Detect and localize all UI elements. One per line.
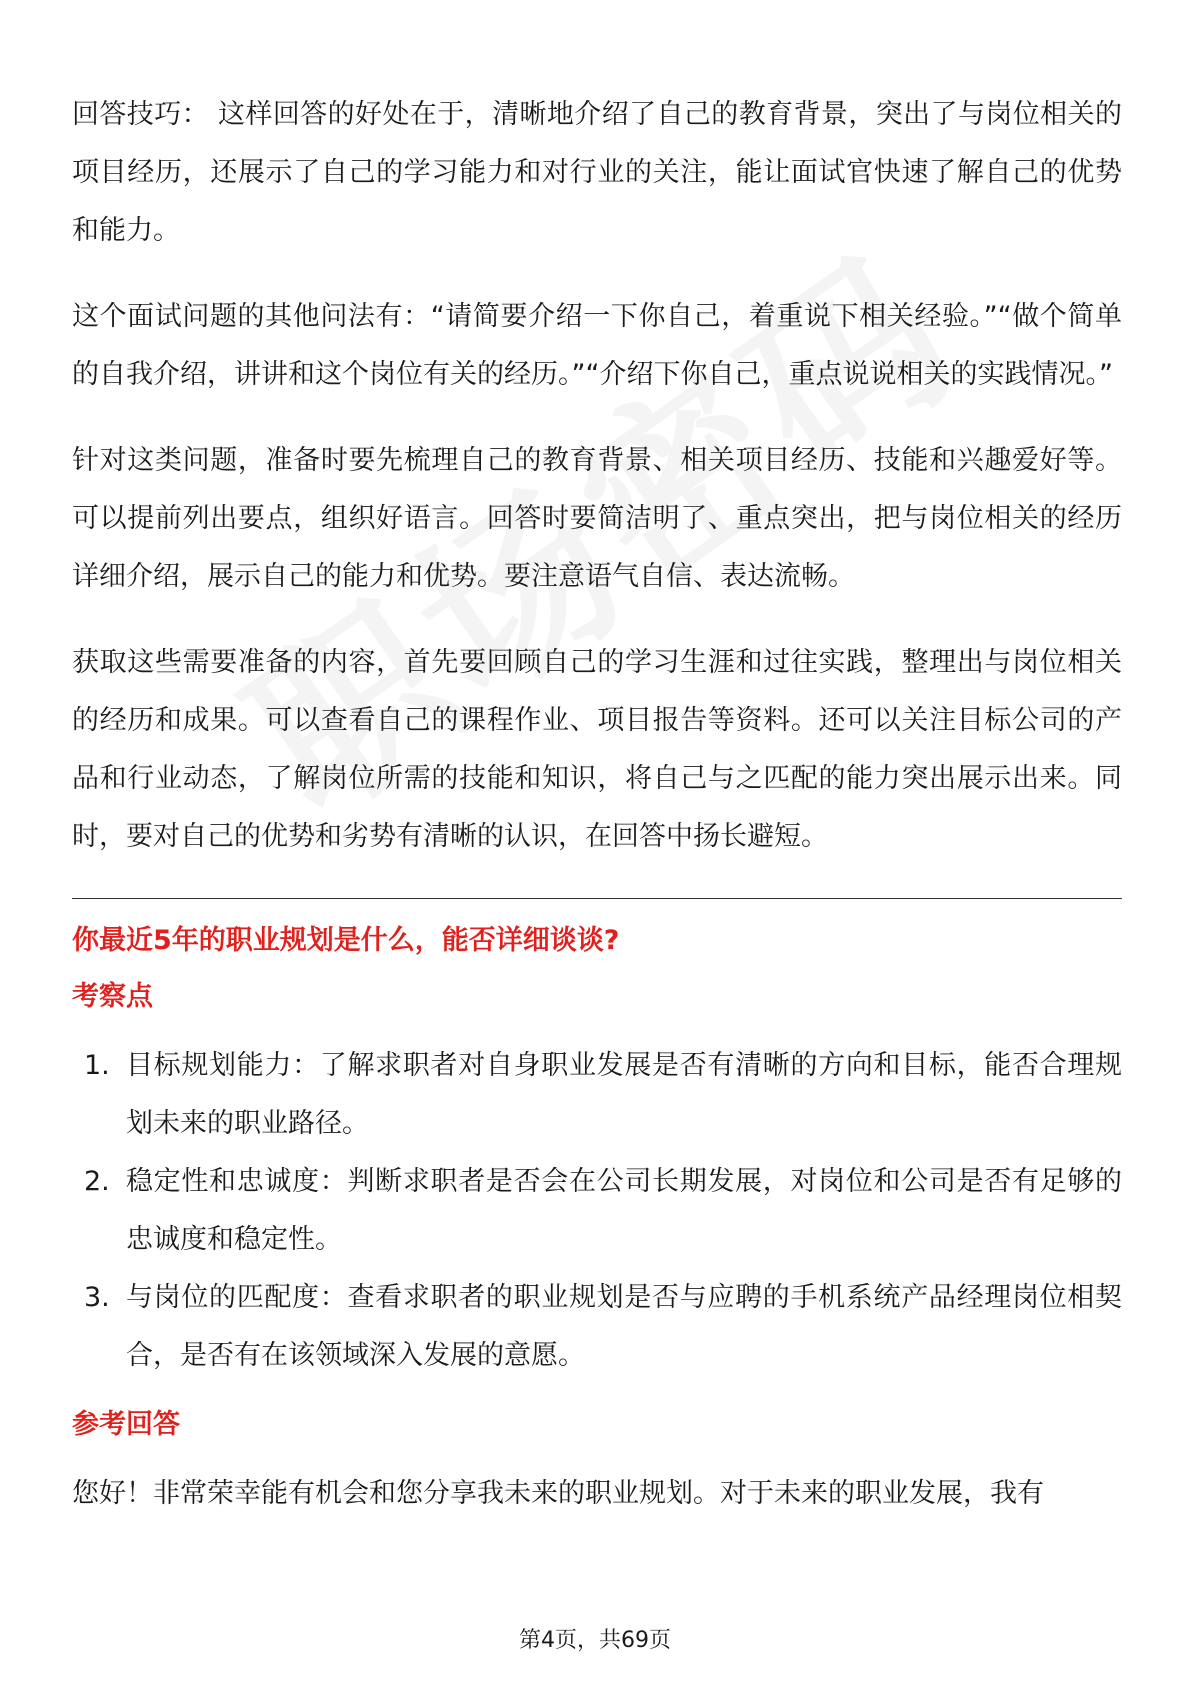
answer-heading: 参考回答: [72, 1409, 180, 1440]
paragraph-answer-tips: 回答技巧： 这样回答的好处在于，清晰地介绍了自己的教育背景，突出了与岗位相关的项目经历，还展示了自己的学习能力和对行业的关注，能让面试官快速了解自己的优势和能力。: [72, 99, 1122, 246]
points-list: [72, 1037, 1122, 1385]
paragraph-gathering-content: 获取这些需要准备的内容，首先要回顾自己的学习生涯和过往实践，整理出与岗位相关的经历和成果。可以查看自己的课程作业、项目报告等资料。还可以关注目标公司的产品和行业动态，了解岗位所需的技能和知识，将自己与之匹配的能力突出展示出来。同时，要对自己的优势和劣势有清晰的认识，在回答中扬长避短。: [72, 647, 1122, 852]
list-item: [72, 1269, 1122, 1385]
points-heading: 考察点: [72, 981, 153, 1012]
list-item: [72, 1037, 1122, 1153]
list-item-text: 目标规划能力：了解求职者对自身职业发展是否有清晰的方向和目标，能否合理规划未来的职业路径。: [126, 1050, 1122, 1139]
section-divider: [72, 898, 1122, 899]
list-number: 1.: [84, 1050, 110, 1081]
list-number: 3.: [84, 1282, 110, 1313]
paragraph-preparation: 针对这类问题，准备时要先梳理自己的教育背景、相关项目经历、技能和兴趣爱好等。可以提前列出要点，组织好语言。回答时要简洁明了、重点突出，把与岗位相关的经历详细介绍，展示自己的能力和优势。要注意语气自信、表达流畅。: [72, 445, 1122, 592]
answer-text: 您好！非常荣幸能有机会和您分享我未来的职业规划。对于未来的职业发展，我有: [72, 1478, 1044, 1509]
document-body: [72, 86, 1122, 1551]
page-footer: 第4页，共69页: [519, 1628, 671, 1653]
list-item: [72, 1153, 1122, 1269]
list-number: 2.: [84, 1166, 110, 1197]
list-item-text: 与岗位的匹配度：查看求职者的职业规划是否与应聘的手机系统产品经理岗位相契合，是否有在该领域深入发展的意愿。: [126, 1282, 1122, 1371]
question-title: 你最近5年的职业规划是什么，能否详细谈谈?: [72, 925, 620, 956]
list-item-text: 稳定性和忠诚度：判断求职者是否会在公司长期发展，对岗位和公司是否有足够的忠诚度和稳定性。: [126, 1166, 1122, 1255]
paragraph-alternative-questions: 这个面试问题的其他问法有：“请简要介绍一下你自己，着重说下相关经验。”“做个简单的自我介绍，讲讲和这个岗位有关的经历。”“介绍下你自己，重点说说相关的实践情况。”: [72, 301, 1122, 390]
